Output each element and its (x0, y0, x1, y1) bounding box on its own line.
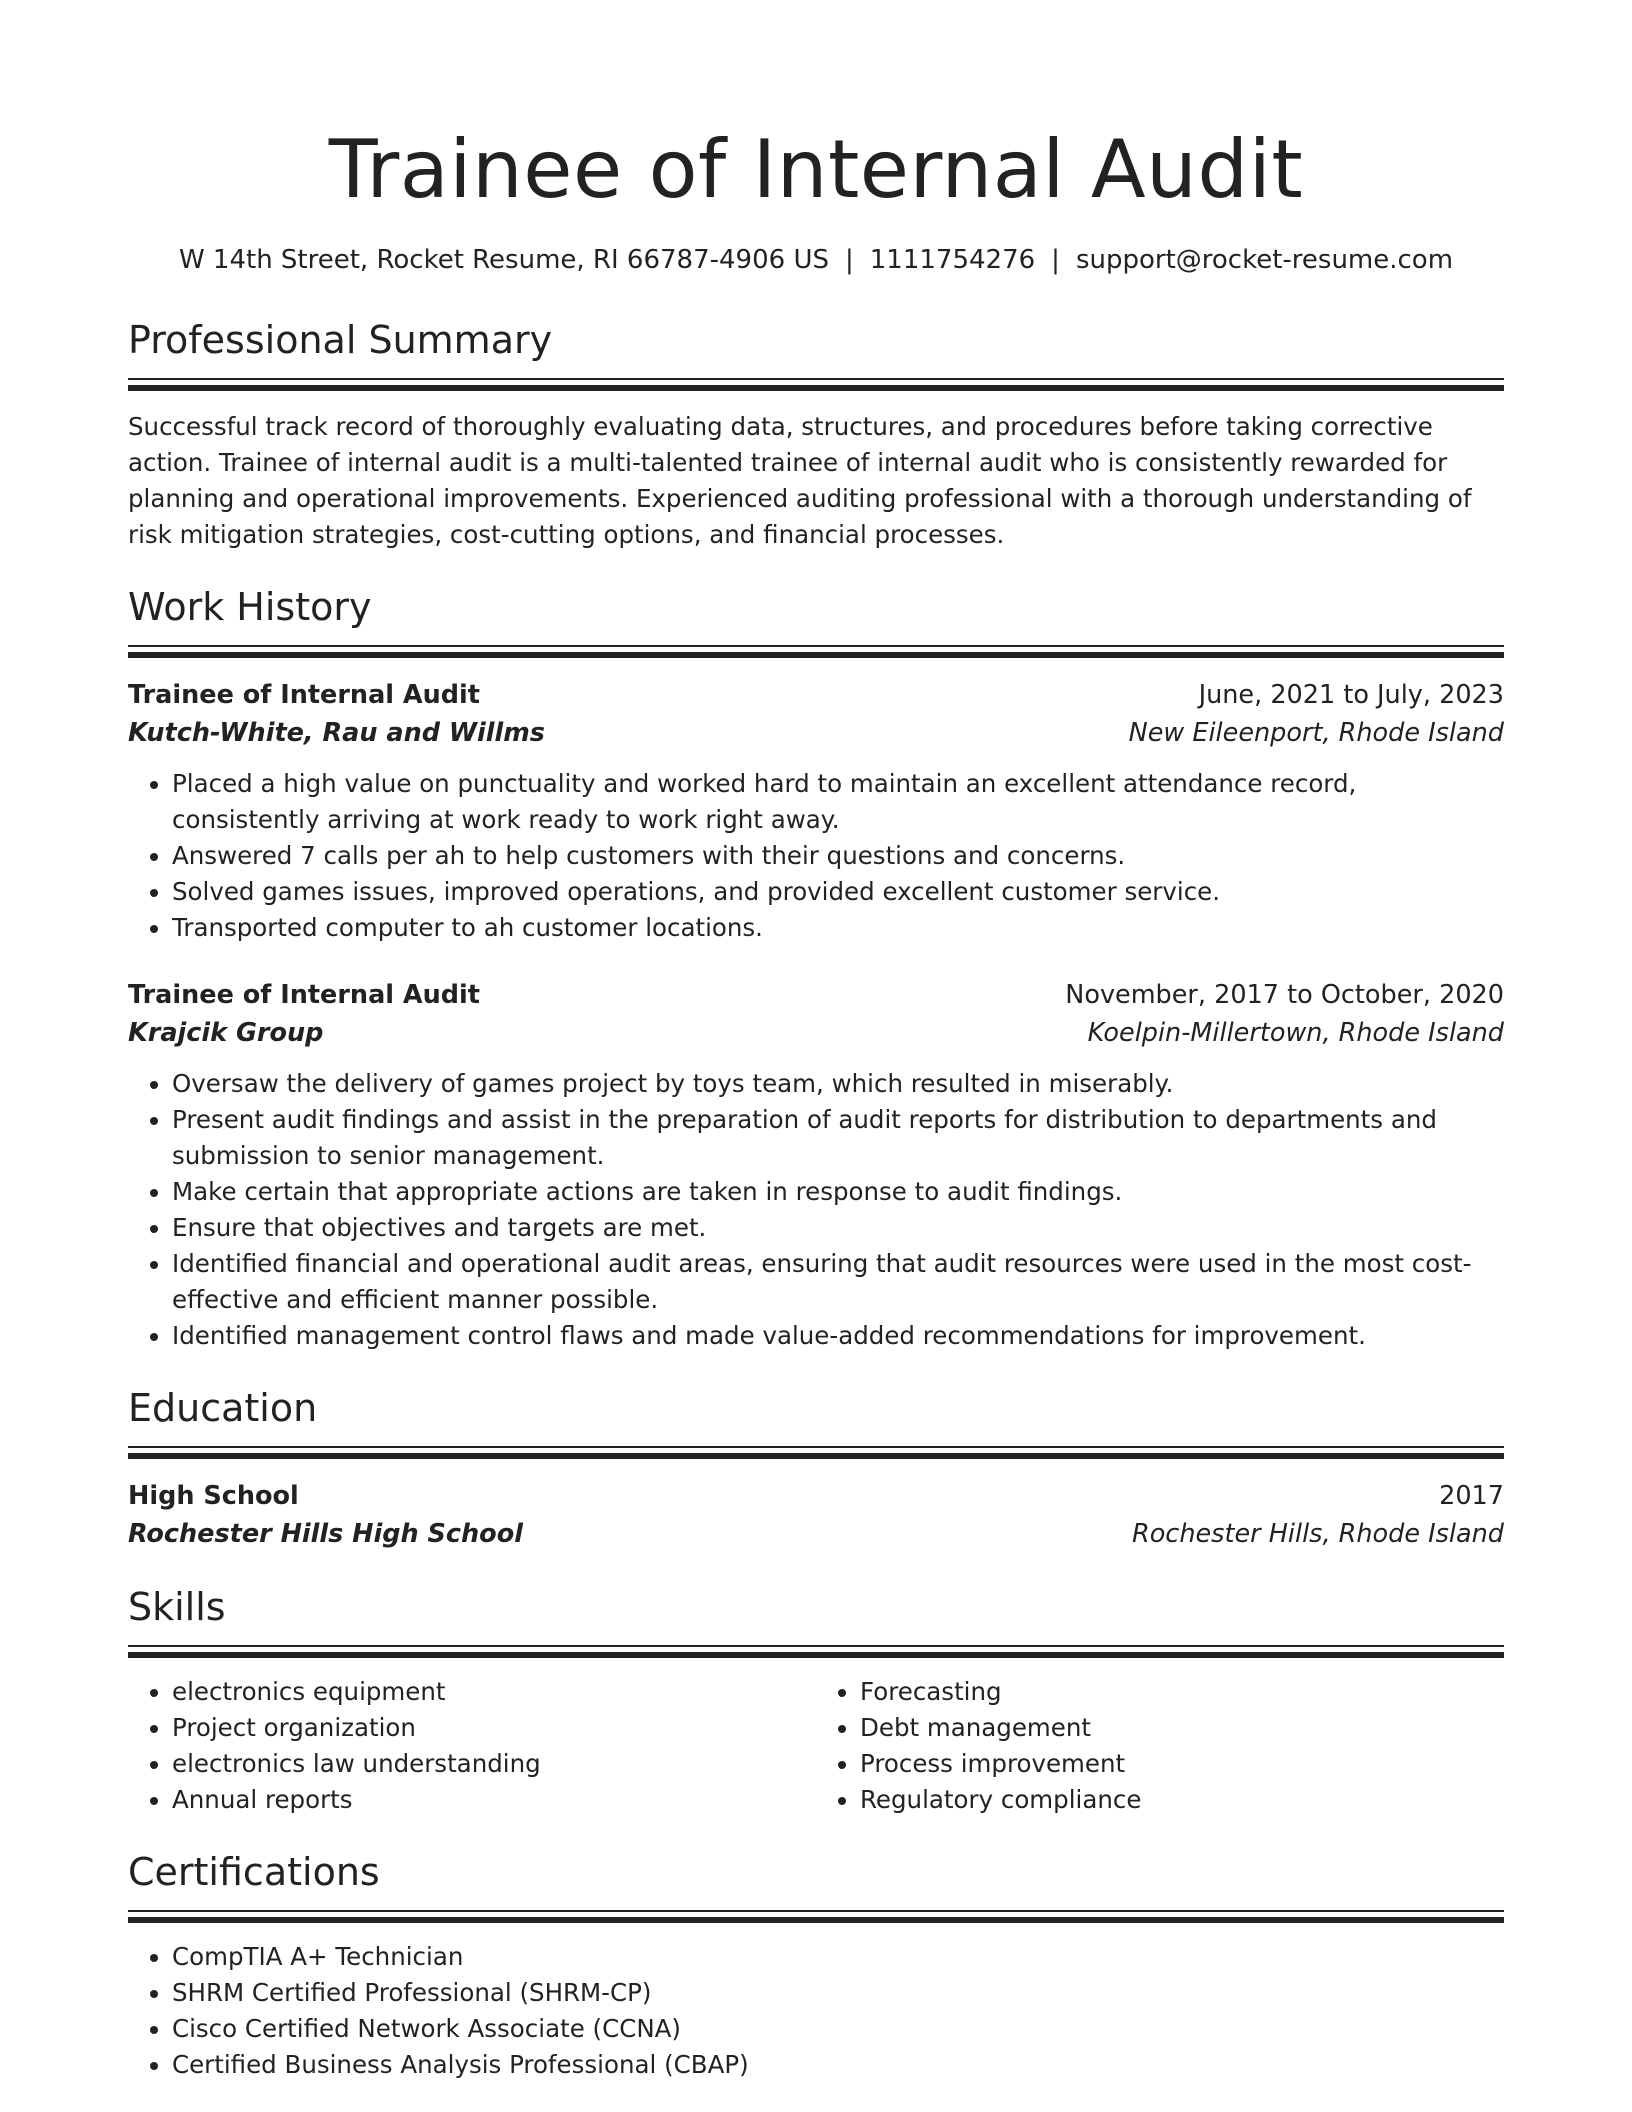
certification-item: • SHRM Certified Professional (SHRM-CP) (172, 1975, 1504, 2011)
contact-separator: | (1051, 245, 1060, 275)
education-entry (128, 1477, 1504, 1553)
section-title: Work History (128, 585, 372, 629)
job-bullets (128, 766, 1504, 946)
contact-line (128, 244, 1504, 276)
job-entry (128, 976, 1504, 1354)
certification-item: • Certified Business Analysis Professional (CBAP) (172, 2047, 1504, 2083)
list-item: • Oversaw the delivery of games project by toys team, which resulted in miserably. (172, 1066, 1504, 1102)
job-location: New Eileenport, Rhode Island (1128, 718, 1504, 748)
summary-text: Successful track record of thoroughly evaluating data, structures, and procedures before taking corrective action. Trainee of internal audit is a multi-talented trainee of internal audit who is consistently rewarded for planning and operational improvements. Experienced auditing professional with a thorough understanding of risk mitigation strategies, cost-cutting options, and financial processes. (128, 412, 1472, 549)
resume-name: Trainee of Internal Audit (328, 123, 1304, 216)
skill-item: • electronics law understanding (172, 1746, 816, 1782)
job-dates: June, 2021 to July, 2023 (1198, 680, 1504, 710)
certifications-section (128, 1848, 1504, 2083)
section-title: Professional Summary (128, 318, 553, 362)
skills-list-right (816, 1674, 1504, 1818)
job-subheader (128, 1014, 1504, 1052)
skill-item: • Regulatory compliance (860, 1782, 1504, 1818)
job-subheader (128, 714, 1504, 752)
contact-phone: 1111754276 (869, 245, 1036, 275)
work-section (128, 583, 1504, 1354)
job-dates: November, 2017 to October, 2020 (1065, 980, 1504, 1010)
section-divider (128, 1446, 1504, 1459)
skills-section (128, 1583, 1504, 1818)
job-company: Kutch-White, Rau and Willms (128, 718, 545, 748)
list-item: • Solved games issues, improved operations, and provided excellent customer service. (172, 874, 1504, 910)
job-entry (128, 676, 1504, 946)
education-school: Rochester Hills High School (128, 1519, 523, 1549)
education-year: 2017 (1439, 1481, 1504, 1511)
section-divider (128, 645, 1504, 658)
section-title: Skills (128, 1585, 226, 1629)
section-title: Education (128, 1386, 318, 1430)
contact-separator: | (844, 245, 854, 275)
job-title: Trainee of Internal Audit (128, 680, 480, 710)
section-title: Certifications (128, 1850, 380, 1894)
skill-item: • Annual reports (172, 1782, 816, 1818)
list-item: • Make certain that appropriate actions are taken in response to audit findings. (172, 1174, 1504, 1210)
certification-item: • CompTIA A+ Technician (172, 1939, 1504, 1975)
list-item: • Present audit findings and assist in the preparation of audit reports for distribution to departments and submission to senior management. (172, 1102, 1504, 1174)
list-item: • Ensure that objectives and targets are met. (172, 1210, 1504, 1246)
skill-item: • electronics equipment (172, 1674, 816, 1710)
education-location: Rochester Hills, Rhode Island (1131, 1519, 1504, 1549)
list-item: • Identified financial and operational audit areas, ensuring that audit resources were used in the most cost-effective and efficient manner possible. (172, 1246, 1504, 1318)
list-item: • Identified management control flaws and made value-added recommendations for improvement. (172, 1318, 1504, 1354)
job-header (128, 976, 1504, 1014)
skill-item: • Project organization (172, 1710, 816, 1746)
skill-item: • Forecasting (860, 1674, 1504, 1710)
contact-email: support@rocket-resume.com (1075, 245, 1454, 275)
summary-section (128, 316, 1504, 553)
job-title: Trainee of Internal Audit (128, 980, 480, 1010)
section-divider (128, 1645, 1504, 1658)
certifications-list (128, 1939, 1504, 2083)
certification-item: • Cisco Certified Network Associate (CCNA) (172, 2011, 1504, 2047)
job-company: Krajcik Group (128, 1018, 324, 1048)
contact-address: W 14th Street, Rocket Resume, RI 66787-4906 US (178, 245, 829, 275)
list-item: • Answered 7 calls per ah to help customers with their questions and concerns. (172, 838, 1504, 874)
skills-list-left (128, 1674, 816, 1818)
education-degree: High School (128, 1481, 299, 1511)
section-divider (128, 378, 1504, 391)
education-header (128, 1477, 1504, 1515)
list-item: • Placed a high value on punctuality and worked hard to maintain an excellent attendance record, consistently arriving at work ready to work right away. (172, 766, 1504, 838)
job-location: Koelpin-Millertown, Rhode Island (1087, 1018, 1504, 1048)
education-section (128, 1384, 1504, 1553)
section-divider (128, 1910, 1504, 1923)
skill-item: • Debt management (860, 1710, 1504, 1746)
education-subheader (128, 1515, 1504, 1553)
list-item: • Transported computer to ah customer locations. (172, 910, 1504, 946)
job-header (128, 676, 1504, 714)
skills-columns (128, 1674, 1504, 1818)
job-bullets (128, 1066, 1504, 1354)
skill-item: • Process improvement (860, 1746, 1504, 1782)
